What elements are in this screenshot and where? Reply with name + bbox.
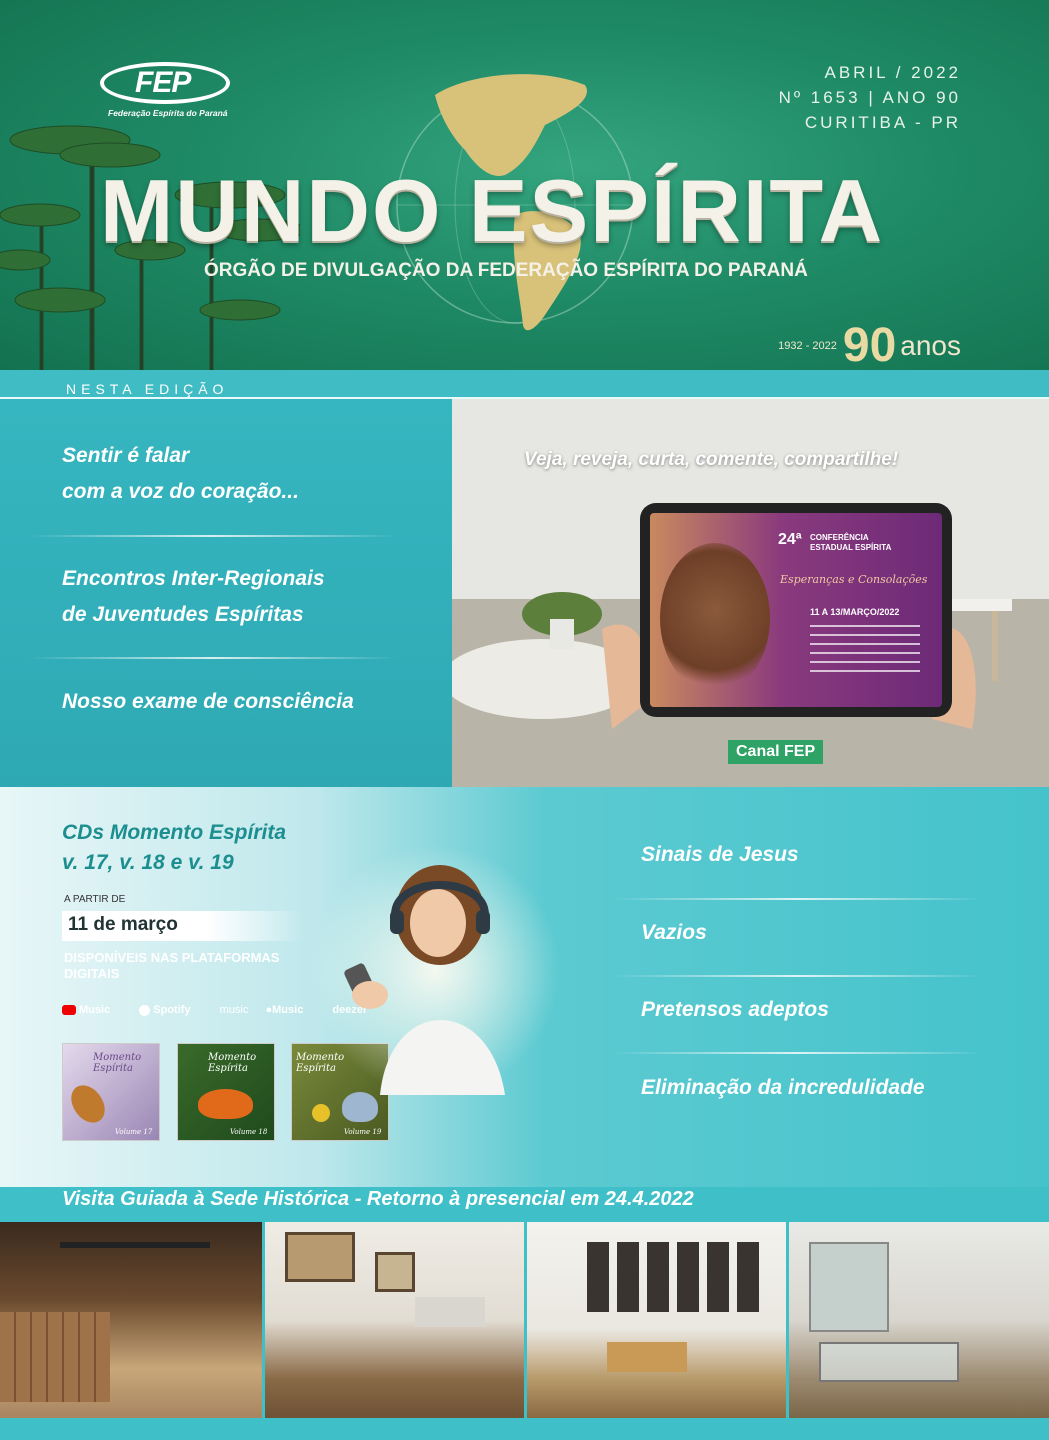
cds-title	[62, 818, 286, 878]
butterfly-icon	[67, 1080, 109, 1128]
cd-title: Momento Espírita	[93, 1052, 142, 1074]
table	[607, 1342, 687, 1372]
toc-item-sentir[interactable]	[62, 438, 299, 510]
toc-item-encontros-line1: Encontros Inter-Regionais	[62, 567, 325, 590]
available-platforms-text: DISPONÍVEIS NAS PLATAFORMAS DIGITAIS	[64, 950, 280, 981]
tablet-photo	[452, 399, 1049, 787]
toc-item-vazios[interactable]: Vazios	[641, 921, 707, 944]
cd-volume: Volume 18	[230, 1128, 268, 1136]
conference-title-line1: CONFERÊNCIA	[810, 533, 869, 542]
sofa	[415, 1297, 485, 1327]
conference-theme: Esperanças e Consolações	[780, 573, 928, 586]
cd-cover-17[interactable]	[62, 1043, 160, 1141]
cd-volume: Volume 17	[115, 1128, 153, 1136]
visita-guiada-title[interactable]: Visita Guiada à Sede Histórica - Retorno à presencial em 24.4.2022	[62, 1188, 694, 1210]
issue-month: ABRIL / 2022	[824, 63, 961, 82]
issue-city: CURITIBA - PR	[804, 113, 961, 132]
conference-title	[810, 533, 891, 553]
toc-divider	[28, 535, 398, 537]
toc-item-pretensos[interactable]: Pretensos adeptos	[641, 998, 829, 1021]
toc-divider	[28, 657, 398, 659]
tablet-device	[640, 503, 952, 717]
toc-item-encontros-line2: de Juventudes Espíritas	[62, 603, 304, 626]
anniversary-word: anos	[900, 329, 961, 361]
library-photo	[0, 1222, 265, 1418]
sede-historica-photo-strip	[0, 1222, 1049, 1418]
conference-title-line2: ESTADUAL ESPÍRITA	[810, 543, 892, 552]
a-partir-label: A PARTIR DE	[64, 894, 126, 905]
issue-info	[779, 60, 961, 135]
window	[809, 1242, 889, 1332]
drawer-cabinet	[0, 1312, 110, 1402]
issue-number: Nº 1653 | ANO 90	[778, 88, 961, 107]
cover-header	[0, 0, 1049, 370]
nesta-edicao-label: NESTA EDIÇÃO	[66, 381, 229, 397]
toc-divider	[612, 975, 984, 977]
wall-frame	[285, 1232, 355, 1282]
anniversary-years: 1932 - 2022	[778, 339, 837, 352]
youtube-music-logo[interactable]: Music	[62, 1004, 122, 1016]
toc-divider	[612, 898, 984, 900]
conference-dates: 11 A 13/MARÇO/2022	[810, 607, 900, 617]
apple-music-logo[interactable]: ●Music	[265, 1004, 304, 1016]
fep-logo	[100, 62, 230, 122]
cd-title: Momento Espírita	[208, 1052, 257, 1074]
toc-item-eliminacao[interactable]: Eliminação da incredulidade	[641, 1076, 925, 1099]
child-portrait	[660, 543, 770, 693]
cd-volume: Volume 19	[344, 1128, 382, 1136]
display-case-photo	[789, 1222, 1049, 1418]
spotify-logo[interactable]: Spotify	[139, 1004, 202, 1016]
photo-caption: Veja, reveja, curta, comente, compartilhe!	[524, 449, 899, 470]
anniversary-badge	[778, 318, 961, 370]
toc-divider	[612, 1052, 984, 1054]
logo-text: FEP	[135, 66, 191, 99]
speakers-list	[810, 625, 920, 675]
toc-item-sinais[interactable]: Sinais de Jesus	[641, 843, 799, 866]
amazon-music-logo[interactable]: music	[219, 1004, 249, 1016]
butterfly-icon	[198, 1089, 253, 1119]
release-date: 11 de março	[62, 911, 302, 941]
masthead-subtitle: ÓRGÃO DE DIVULGAÇÃO DA FEDERAÇÃO ESPÍRITA DO PARANÁ	[204, 260, 808, 281]
canal-fep-badge[interactable]: Canal FEP	[728, 740, 823, 764]
cds-title-line1: CDs Momento Espírita	[62, 821, 287, 844]
toc-item-exame[interactable]: Nosso exame de consciência	[62, 690, 354, 713]
conference-number: 24ª	[778, 531, 802, 548]
portrait-gallery-photo	[527, 1222, 789, 1418]
logo-subtitle: Federação Espírita do Paraná	[108, 108, 228, 118]
toc-item-sentir-line1: Sentir é falar	[62, 444, 190, 467]
cds-title-line2: v. 17, v. 18 e v. 19	[62, 851, 234, 874]
wall-frame	[375, 1252, 415, 1292]
flower-icon	[312, 1104, 330, 1122]
woman-with-headphones-photo	[310, 845, 560, 1095]
masthead-title: MUNDO ESPÍRITA	[100, 161, 885, 260]
butterfly-icon	[342, 1092, 378, 1122]
cd-cover-18[interactable]	[177, 1043, 275, 1141]
exhibition-room-photo	[265, 1222, 527, 1418]
cd-title: Momento Espírita	[296, 1052, 345, 1074]
display-case	[819, 1342, 959, 1382]
tablet-screen	[650, 513, 942, 707]
toc-item-sentir-line2: com a voz do coração...	[62, 480, 299, 503]
anniversary-number: 90	[842, 319, 897, 370]
bottom-band	[0, 1418, 1049, 1440]
toc-item-encontros[interactable]	[62, 561, 325, 633]
mezzanine-railing	[60, 1242, 210, 1248]
portrait-frames	[587, 1242, 767, 1312]
